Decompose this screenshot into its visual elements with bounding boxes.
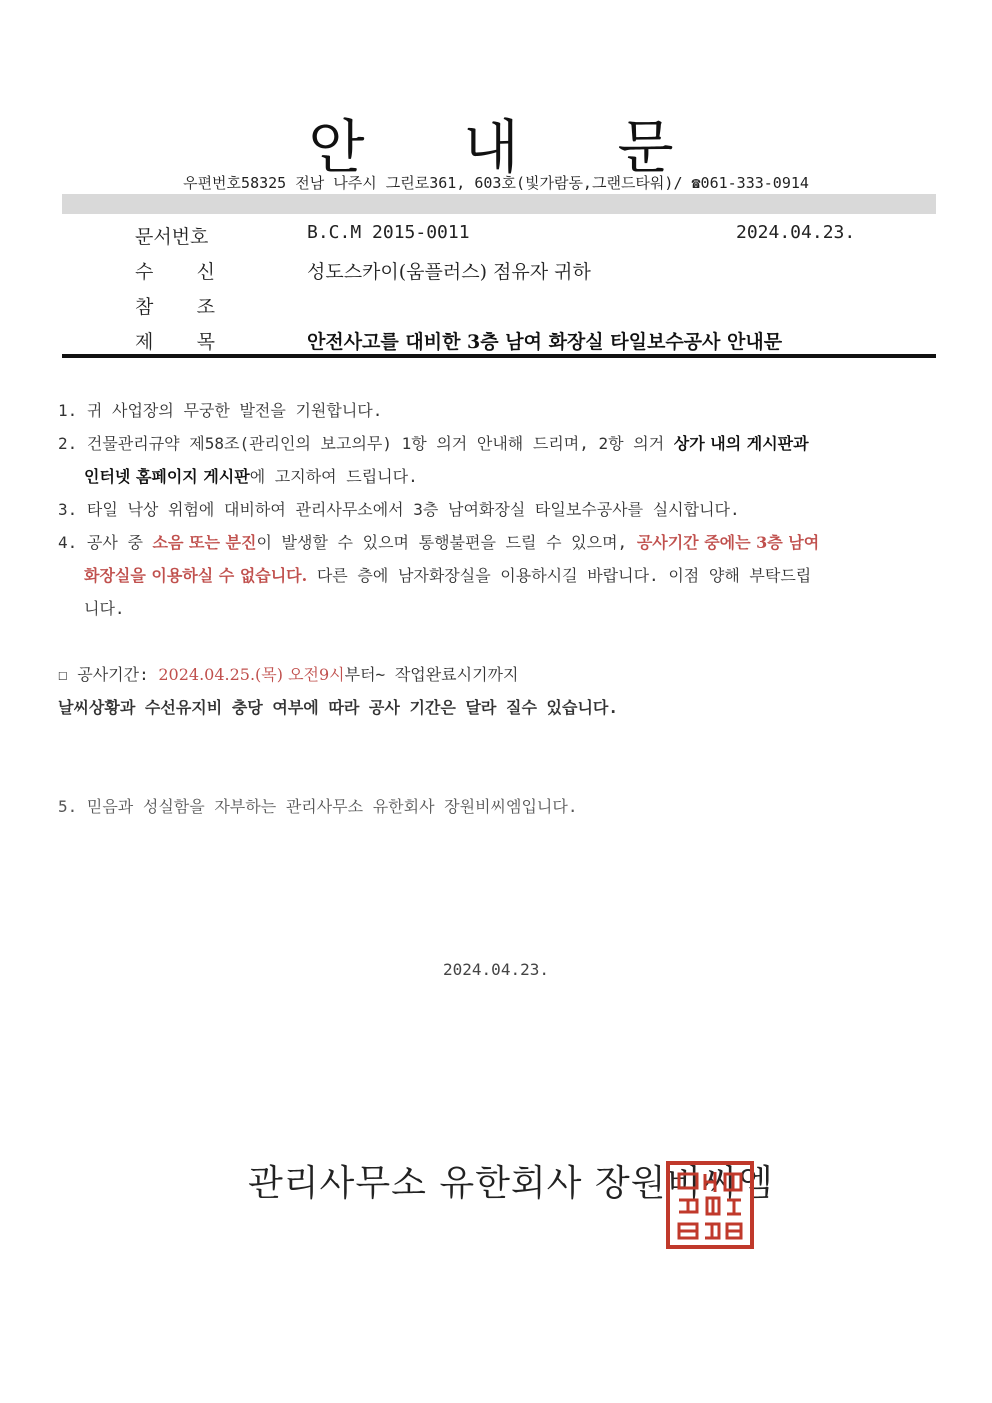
item-2-bold-1: 상가 내의 게시판과: [673, 434, 809, 453]
address-line: 우편번호58325 전남 나주시 그린로361, 603호(빛가람동,그랜드타워)/ ☎061-333-0914: [183, 174, 809, 192]
footer-date: 2024.04.23.: [443, 960, 549, 979]
period-suffix: 부터~ 작업완료시기까지: [344, 665, 519, 684]
recipient-label: [135, 257, 215, 284]
subject-value: 안전사고를 대비한 3층 남여 화장실 타일보수공사 안내문: [307, 331, 783, 353]
subject-row: [0, 327, 992, 353]
item-4-red-1: 소음 또는 분진: [152, 533, 257, 552]
item-2-tail: 에 고지하여 드립니다.: [249, 467, 418, 486]
period-value: 2024.04.25.(목) 오전9시: [158, 665, 345, 684]
period-line: [58, 662, 518, 685]
item-2-text: 2. 건물관리규약 제58조(관리인의 보고의무) 1항 의거 안내해 드리며, 2항 의거: [58, 434, 674, 453]
period-label: ☐ 공사기간:: [58, 665, 159, 684]
item-4-line-2: [84, 563, 811, 586]
recipient-label-a: 수: [135, 261, 154, 283]
doc-number-value: B.C.M 2015-0011: [307, 222, 470, 243]
recipient-value: 성도스카이(움플러스) 점유자 귀하: [307, 261, 591, 283]
page-title: 안 내 문: [308, 113, 714, 181]
doc-number-label: 문서번호: [135, 226, 209, 248]
item-4-red-2: 공사기간 중에는 3층 남여: [636, 533, 820, 552]
item-2-bold-2: 인터넷 홈페이지 게시판: [84, 467, 250, 486]
item-4-text-b: 이 발생할 수 있으며 통행불편을 드릴 수 있으며,: [256, 533, 637, 552]
doc-number-row: [0, 222, 992, 248]
header-rule: [62, 354, 936, 358]
header-band: [62, 194, 936, 214]
subject-label-b: 목: [196, 331, 215, 353]
item-1: 1. 귀 사업장의 무궁한 발전을 기원합니다.: [58, 401, 383, 420]
signature: 관리사무소 유한회사 장원비씨엠: [248, 1163, 774, 1204]
item-5: 5. 믿음과 성실함을 자부하는 관리사무소 유한회사 장원비씨엠입니다.: [58, 797, 578, 816]
recipient-row: [0, 257, 992, 283]
doc-date: 2024.04.23.: [736, 222, 856, 243]
item-4-text-a: 4. 공사 중: [58, 533, 153, 552]
company-seal: [665, 1160, 755, 1250]
reference-label-a: 참: [135, 296, 154, 318]
item-3: 3. 타일 낙상 위험에 대비하여 관리사무소에서 3층 남여화장실 타일보수공사를 실시합니다.: [58, 500, 740, 519]
recipient-label-b: 신: [196, 261, 215, 283]
item-2-line-2: [84, 464, 418, 487]
item-4-red-3: 화장실을 이용하실 수 없습니다.: [84, 566, 308, 585]
weather-note: 날씨상황과 수선유지비 충당 여부에 따라 공사 기간은 달라 질수 있습니다.: [58, 698, 619, 717]
item-4-line-1: [58, 530, 819, 553]
reference-label: [135, 292, 215, 319]
reference-label-b: 조: [196, 296, 215, 318]
subject-label-a: 제: [135, 331, 154, 353]
item-4-text-c: 다른 층에 남자화장실을 이용하시길 바랍니다. 이점 양해 부탁드립: [307, 566, 812, 585]
reference-row: [0, 292, 992, 318]
subject-label: [135, 327, 215, 354]
item-2-line-1: [58, 431, 809, 454]
item-4-line-3: 니다.: [84, 599, 125, 618]
